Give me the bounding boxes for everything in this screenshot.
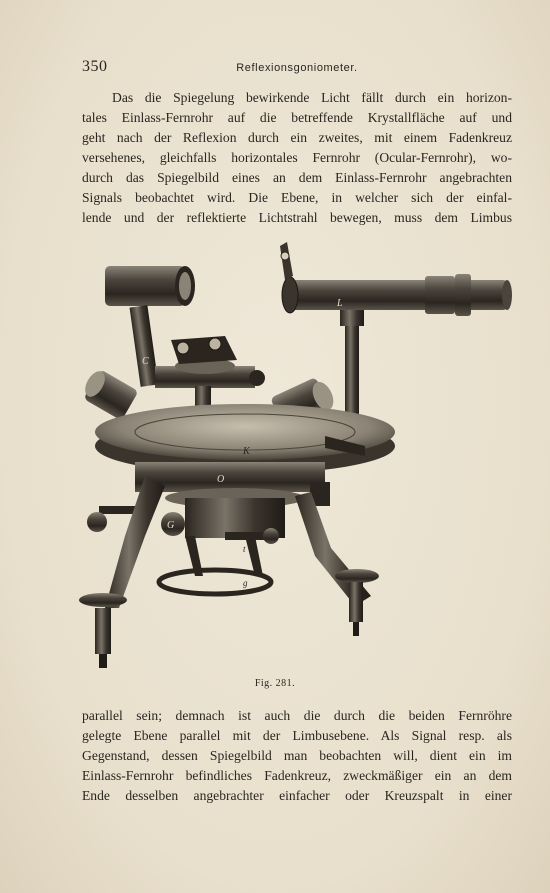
eyepiece-left [81, 368, 138, 421]
label-letter-O: O [217, 474, 225, 485]
text-line: versehenes, gleichfalls horizontales Fernrohr (Ocular-Fernrohr), wo- [82, 150, 512, 165]
label-letter-K: K [243, 446, 250, 457]
label-letter-t: t [243, 544, 246, 554]
label-letter-C: C [142, 356, 149, 367]
text-line: Signals beobachtet wird. Die Ebene, in welcher sich der einfal- [82, 190, 512, 205]
label-letter-L: L [337, 298, 343, 309]
text-line: Ende desselben angebrachter einfacher oder Kreuzspalt in einer [82, 788, 512, 803]
text-line: durch das Spiegelbild eines an dem Einlass-Fernrohr angebrachten [82, 170, 512, 185]
label-letter-g: g [243, 578, 248, 588]
page-header [82, 58, 512, 80]
label-letter-S: S [153, 374, 158, 384]
figure-caption: Fig. 281. [254, 678, 296, 689]
running-title: Reflexionsgoniometer. [236, 62, 358, 74]
text-line: Das die Spiegelung bewirkende Licht fällt durch ein horizon- [112, 90, 512, 105]
label-letter-G: G [167, 520, 175, 531]
ocular-telescope [280, 242, 512, 316]
label-letter-alpha: α [321, 490, 326, 500]
text-line: Einlass-Fernrohr befindliches Fadenkreuz, zweckmäßiger ein an dem [82, 768, 512, 783]
text-line: gelegte Ebene parallel mit der Limbusebene. Als Signal resp. als [82, 728, 512, 743]
paragraph-bottom [82, 706, 512, 806]
text-line: geht nach der Reflexion durch ein zweites, mit einem Fadenkreuz [82, 130, 512, 145]
page-number: 350 [82, 58, 108, 75]
text-line: parallel sein; demnach ist auch die durch die beiden Fernröhre [82, 708, 512, 723]
text-line: tales Einlass-Fernrohr auf die betreffende Krystallfläche auf und [82, 110, 512, 125]
text-line: lende und der reflektierte Lichtstrahl bewegen, muss dem Limbus [82, 210, 512, 225]
text-line: Gegenstand, dessen Spiegelbild man beobachten will, dient ein im [82, 748, 512, 763]
paragraph-top [82, 88, 512, 228]
crystal-holder [153, 336, 265, 416]
goniometer-illustration [75, 236, 515, 676]
